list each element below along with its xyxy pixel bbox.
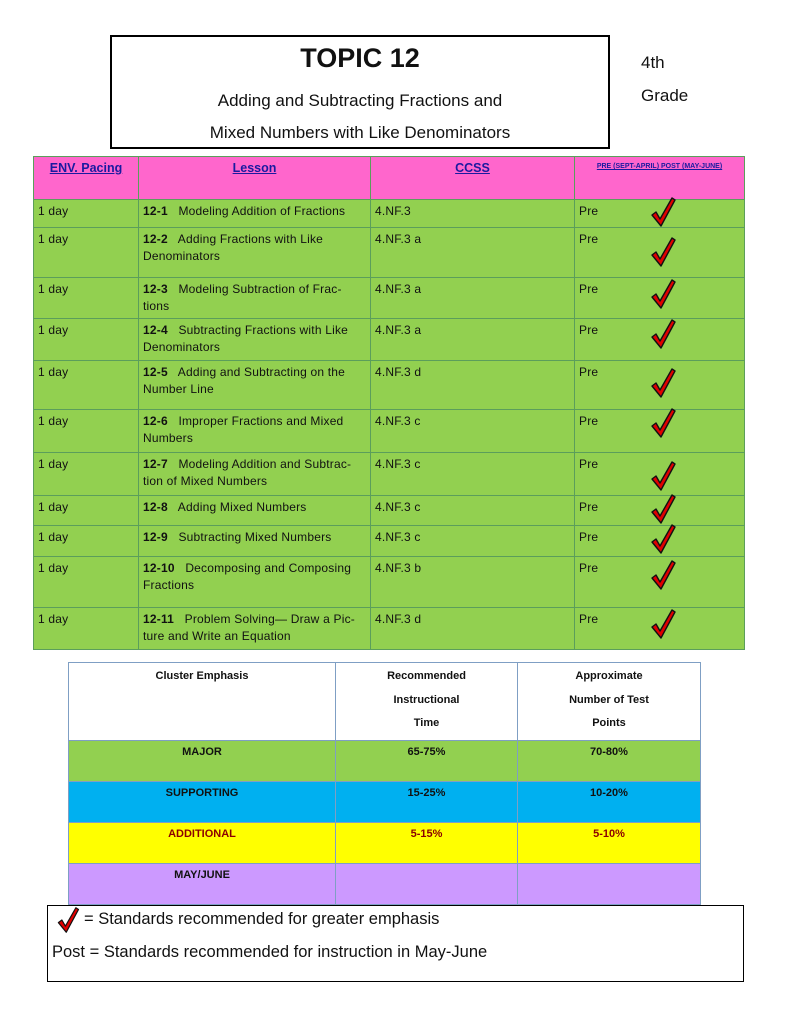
ccss-cell: 4.NF.3 a [371, 278, 575, 319]
red-checkmark-icon [650, 278, 676, 310]
status-text: Pre [579, 414, 599, 428]
ccss-cell: 4.NF.3 b [371, 557, 575, 608]
red-checkmark-icon [650, 493, 676, 525]
red-checkmark-icon [650, 523, 676, 555]
grade-number: 4th [641, 53, 665, 72]
ccss-cell: 4.NF.3 d [371, 608, 575, 650]
pre-post-cell [575, 496, 745, 526]
lesson-cell [139, 361, 371, 410]
ccss-cell: 4.NF.3 d [371, 361, 575, 410]
cluster-points: 5-10% [518, 823, 701, 864]
lesson-cell [139, 278, 371, 319]
pre-post-cell [575, 453, 745, 496]
lesson-title: Subtracting Mixed Numbers [178, 530, 332, 544]
lesson-number: 12-2 [143, 232, 168, 246]
pacing-cell: 1 day [34, 557, 139, 608]
red-checkmark-icon [650, 407, 676, 439]
pre-post-cell [575, 361, 745, 410]
status-text: Pre [579, 232, 599, 246]
lesson-cell [139, 200, 371, 228]
status-text: Pre [579, 500, 599, 514]
cluster-label: MAJOR [69, 741, 336, 782]
lesson-cell [139, 496, 371, 526]
pre-post-cell [575, 608, 745, 650]
pre-post-cell [575, 278, 745, 319]
pacing-cell: 1 day [34, 228, 139, 278]
pacing-cell: 1 day [34, 496, 139, 526]
pre-post-cell [575, 526, 745, 557]
lesson-number: 12-8 [143, 500, 168, 514]
cluster-points [518, 864, 701, 905]
pre-post-cell [575, 200, 745, 228]
grade-label: Grade [641, 86, 689, 105]
table-row [34, 557, 745, 608]
status-text: Pre [579, 282, 599, 296]
red-checkmark-icon [650, 608, 676, 640]
red-checkmark-icon [650, 196, 676, 228]
cluster-row-major [69, 741, 701, 782]
lesson-table [33, 156, 745, 650]
red-checkmark-icon [650, 460, 676, 492]
lesson-cell [139, 319, 371, 361]
cluster-table-header [69, 663, 701, 741]
cluster-row-mayjune [69, 864, 701, 905]
ccss-cell: 4.NF.3 a [371, 228, 575, 278]
status-text: Pre [579, 204, 599, 218]
pacing-cell: 1 day [34, 200, 139, 228]
lesson-title: Subtracting Fractions with Like Denominators [143, 323, 349, 354]
table-row [34, 526, 745, 557]
lesson-title: Modeling Addition of Fractions [178, 204, 346, 218]
pre-post-cell [575, 557, 745, 608]
status-text: Pre [579, 530, 599, 544]
lesson-title: Improper Fractions and Mixed Numbers [143, 414, 344, 445]
table-row [34, 410, 745, 453]
pacing-cell: 1 day [34, 361, 139, 410]
topic-title: TOPIC 12 [300, 43, 420, 73]
lesson-title: Problem Solving— Draw a Pic- ture and Write an Equation [143, 612, 355, 643]
cluster-time: 65-75% [336, 741, 518, 782]
red-checkmark-icon [56, 906, 80, 934]
lesson-title: Adding Fractions with Like Denominators [143, 232, 324, 263]
cluster-row-supporting [69, 782, 701, 823]
lesson-number: 12-10 [143, 561, 175, 575]
cluster-emphasis-table [68, 662, 701, 905]
cluster-header-points: Approximate Number of Test Points [518, 663, 701, 741]
lesson-cell [139, 526, 371, 557]
lesson-number: 12-9 [143, 530, 168, 544]
pre-post-cell [575, 410, 745, 453]
table-row [34, 200, 745, 228]
col-header-pre-post: PRE (SEPT-APRIL) POST (MAY-JUNE) [575, 157, 745, 200]
status-text: Pre [579, 561, 599, 575]
ccss-cell: 4.NF.3 a [371, 319, 575, 361]
lesson-title: Adding Mixed Numbers [177, 500, 307, 514]
lesson-number: 12-3 [143, 282, 168, 296]
pacing-cell: 1 day [34, 410, 139, 453]
pacing-cell: 1 day [34, 526, 139, 557]
lesson-number: 12-1 [143, 204, 168, 218]
pre-post-cell [575, 319, 745, 361]
lesson-cell [139, 557, 371, 608]
cluster-points: 10-20% [518, 782, 701, 823]
status-text: Pre [579, 323, 599, 337]
table-row [34, 228, 745, 278]
lesson-title: Decomposing and Composing Fractions [143, 561, 352, 592]
pacing-cell: 1 day [34, 608, 139, 650]
cluster-header-emphasis: Cluster Emphasis [69, 663, 336, 741]
cluster-row-additional [69, 823, 701, 864]
cluster-label: SUPPORTING [69, 782, 336, 823]
lesson-number: 12-4 [143, 323, 168, 337]
ccss-cell: 4.NF.3 c [371, 526, 575, 557]
topic-title-box [110, 35, 610, 149]
cluster-header-time: Recommended Instructional Time [336, 663, 518, 741]
legend-box [47, 905, 744, 982]
pacing-cell: 1 day [34, 319, 139, 361]
lesson-cell [139, 228, 371, 278]
lesson-number: 12-11 [143, 612, 175, 626]
lesson-cell [139, 453, 371, 496]
table-row [34, 453, 745, 496]
red-checkmark-icon [650, 367, 676, 399]
ccss-cell: 4.NF.3 c [371, 496, 575, 526]
ccss-cell: 4.NF.3 c [371, 410, 575, 453]
cluster-time: 5-15% [336, 823, 518, 864]
lesson-number: 12-5 [143, 365, 168, 379]
table-row [34, 361, 745, 410]
ccss-cell: 4.NF.3 c [371, 453, 575, 496]
lesson-cell [139, 410, 371, 453]
lesson-title: Modeling Subtraction of Frac- tions [143, 282, 342, 313]
status-text: Pre [579, 612, 599, 626]
cluster-time [336, 864, 518, 905]
pacing-cell: 1 day [34, 278, 139, 319]
col-header-ccss: CCSS [371, 157, 575, 200]
cluster-time: 15-25% [336, 782, 518, 823]
table-row [34, 608, 745, 650]
pre-post-cell [575, 228, 745, 278]
status-text: Pre [579, 365, 599, 379]
col-header-pacing: ENV. Pacing [34, 157, 139, 200]
lesson-cell [139, 608, 371, 650]
cluster-points: 70-80% [518, 741, 701, 782]
lesson-number: 12-6 [143, 414, 168, 428]
ccss-cell: 4.NF.3 [371, 200, 575, 228]
topic-subtitle-line2: Mixed Numbers with Like Denominators [209, 123, 511, 142]
legend-post-meaning: Post = Standards recommended for instruction in May-June [52, 943, 488, 961]
cluster-label: MAY/JUNE [69, 864, 336, 905]
lesson-title: Adding and Subtracting on the Number Line [143, 365, 346, 396]
col-header-lesson: Lesson [139, 157, 371, 200]
table-row [34, 278, 745, 319]
cluster-label: ADDITIONAL [69, 823, 336, 864]
lesson-number: 12-7 [143, 457, 168, 471]
red-checkmark-icon [650, 318, 676, 350]
pacing-cell: 1 day [34, 453, 139, 496]
topic-subtitle-line1: Adding and Subtracting Fractions and [217, 91, 503, 110]
lesson-title: Modeling Addition and Subtrac- tion of Mixed Numbers [143, 457, 352, 488]
status-text: Pre [579, 457, 599, 471]
red-checkmark-icon [650, 236, 676, 268]
lesson-table-header [34, 157, 745, 200]
legend-check-meaning: = Standards recommended for greater emphasis [84, 910, 440, 928]
table-row [34, 319, 745, 361]
table-row [34, 496, 745, 526]
red-checkmark-icon [650, 559, 676, 591]
